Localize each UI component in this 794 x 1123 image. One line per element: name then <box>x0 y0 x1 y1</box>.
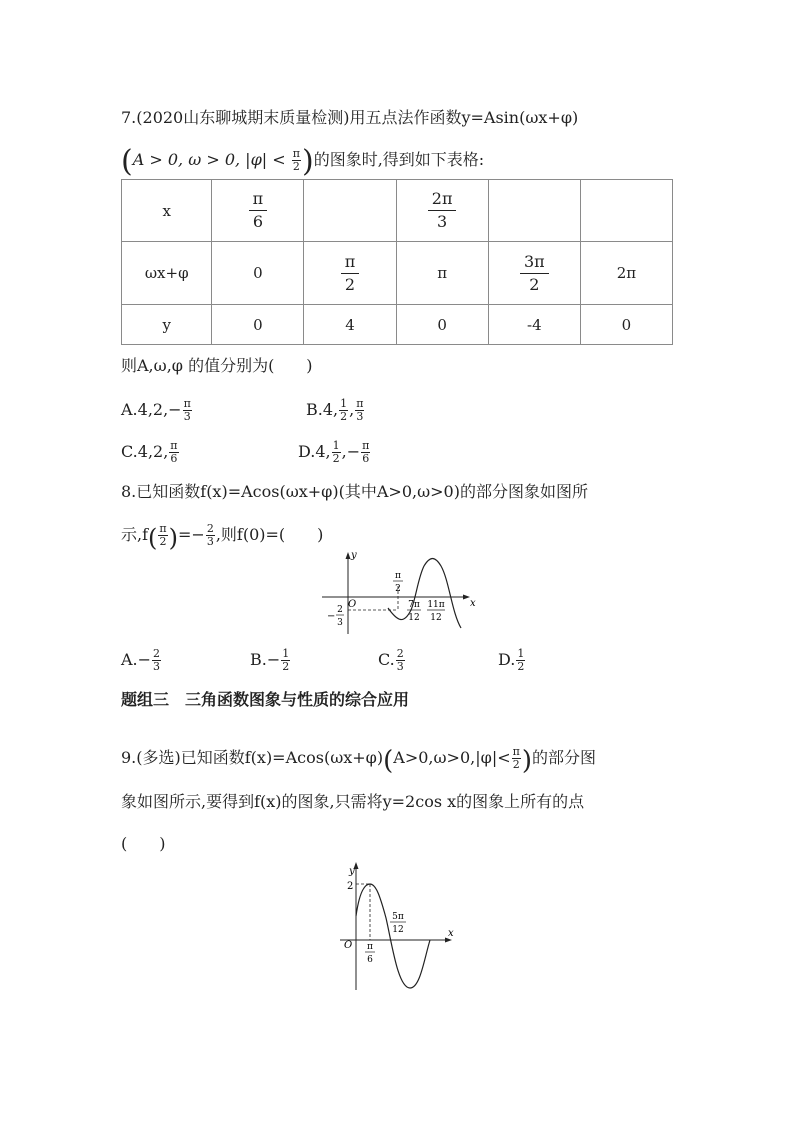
table-cell <box>304 242 396 305</box>
frac-num: π <box>159 522 167 535</box>
q7-option-b-prefix: B.4, <box>306 400 339 419</box>
q8-option-b-frac <box>281 648 290 673</box>
table-cell <box>396 180 488 242</box>
frac-den: 2 <box>340 410 348 423</box>
frac-num: 1 <box>282 647 290 660</box>
q8-neg-sign: − <box>327 611 336 622</box>
table-cell-label-y: y <box>122 305 212 345</box>
q9-y-tick: 2 <box>347 881 354 892</box>
q8-line2-tail: ,则f(0)=( ) <box>215 525 324 544</box>
q9-x-label: x <box>448 928 454 939</box>
q7-option-b-sep: , <box>349 400 355 419</box>
q8-neg-num: 2 <box>337 605 343 615</box>
q9-origin-label: O <box>344 940 353 951</box>
table-cell: 4 <box>304 305 396 345</box>
table-row <box>122 305 673 345</box>
q7-cond-text: A > 0, ω > 0, |φ| < <box>132 150 291 169</box>
q9-graph <box>336 858 460 994</box>
table-frac <box>520 251 549 296</box>
q9-t1-num: π <box>367 942 373 952</box>
q8-option-b-prefix: B. <box>250 650 267 669</box>
q8-y-label: y <box>351 550 357 561</box>
table-cell: 0 <box>396 305 488 345</box>
q9-line1-prefix: 9.(多选)已知函数f(x)=Acos(ωx+φ) <box>121 748 384 767</box>
table-cell <box>212 180 304 242</box>
q8-line2: 示,f( $\frac{\pi}{2}$ )=− $\frac{2}{3}$ ,则f(0)=( ) <box>121 522 324 552</box>
q8-line1: 8.已知函数f(x)=Acos(ωx+φ)(其中A>0,ω>0)的部分图象如图所 <box>121 482 588 501</box>
table-frac-num: π <box>341 251 360 274</box>
q7-line2 <box>121 144 485 179</box>
table-frac-den: 2 <box>529 274 540 294</box>
table-cell: 0 <box>580 305 672 345</box>
table-row <box>122 242 673 305</box>
frac-num: π <box>512 745 520 758</box>
q8-t1-den: 12 <box>408 613 420 623</box>
q7-option-b[interactable] <box>306 398 365 423</box>
q8-option-b[interactable] <box>250 648 291 673</box>
q8-option-c[interactable] <box>378 648 406 673</box>
q8-option-d-prefix: D. <box>498 650 516 669</box>
q9-y-label: y <box>349 866 355 877</box>
q8-option-c-prefix: C. <box>378 650 395 669</box>
q7-question: 则A,ω,φ 的值分别为( ) <box>121 356 313 375</box>
q7-option-d-frac2 <box>361 440 370 465</box>
q8-option-a[interactable] <box>121 648 162 673</box>
q8-t2-num: 11π <box>427 600 445 610</box>
q9-line1: 9.(多选)已知函数f(x)=Acos(ωx+φ)(A>0,ω>0,|φ|< $\frac{\pi}{2}$ )的部分图 <box>121 745 597 776</box>
q9-curve <box>356 884 430 988</box>
q8-option-d[interactable] <box>498 648 526 673</box>
q9-t1-den: 6 <box>367 955 373 965</box>
q8-pi2-num: π <box>395 571 401 581</box>
q7-cond-frac-num: π <box>292 147 300 160</box>
q8-graph <box>318 548 478 636</box>
q7-line1: 7.(2020山东聊城期末质量检测)用五点法作函数y=Asin(ωx+φ) <box>121 108 579 127</box>
q7-option-c-frac <box>169 440 178 465</box>
frac-den: 6 <box>362 452 370 465</box>
frac-den: 3 <box>153 660 161 673</box>
q7-cond-frac <box>292 148 301 173</box>
q7-cond-frac-den: 2 <box>292 160 300 173</box>
q7-option-a-prefix: A.4,2, <box>121 400 169 419</box>
frac-den: 3 <box>396 660 404 673</box>
frac-num: 1 <box>340 397 348 410</box>
table-frac <box>428 188 457 233</box>
q8-x-label: x <box>470 598 476 609</box>
frac-den: 3 <box>356 410 364 423</box>
q7-cond-close: ) <box>301 144 314 179</box>
q7-option-b-frac2 <box>355 398 364 423</box>
q7-option-d[interactable] <box>298 440 371 465</box>
table-cell <box>580 180 672 242</box>
table-cell-label-x: x <box>122 180 212 242</box>
q8-t1-num: 7π <box>408 600 420 610</box>
table-cell: 2π <box>580 242 672 305</box>
q8-option-a-frac <box>152 648 161 673</box>
table-frac-num: 3π <box>520 251 549 274</box>
frac-den: 2 <box>512 758 520 771</box>
q8-pi2-den: 2 <box>395 584 401 594</box>
q7-option-c-prefix: C.4,2, <box>121 442 169 461</box>
frac-num: 2 <box>153 647 161 660</box>
frac-num: π <box>183 397 191 410</box>
q8-line2-val-frac <box>206 523 215 548</box>
q7-option-d-sign: − <box>346 442 361 461</box>
frac-den: 2 <box>517 660 525 673</box>
frac-num: π <box>170 439 178 452</box>
table-cell: 0 <box>212 305 304 345</box>
frac-num: 1 <box>332 439 340 452</box>
q8-line2-eq: = <box>178 525 192 544</box>
table-cell-label-phase: ωx+φ <box>122 242 212 305</box>
frac-den: 2 <box>332 452 340 465</box>
q9-line2: 象如图所示,要得到f(x)的图象,只需将y=2cos x的图象上所有的点 <box>121 792 585 811</box>
table-cell: -4 <box>488 305 580 345</box>
frac-num: 2 <box>206 522 214 535</box>
table-cell: 0 <box>212 242 304 305</box>
frac-num: 1 <box>517 647 525 660</box>
q8-y-arrow <box>346 552 351 559</box>
frac-num: π <box>362 439 370 452</box>
table-frac <box>249 188 268 233</box>
q8-line2-arg-frac <box>158 523 167 548</box>
q9-t2-num: 5π <box>392 912 404 922</box>
frac-den: 3 <box>183 410 191 423</box>
table-frac-num: 2π <box>428 188 457 211</box>
q8-line2-prefix: 示,f <box>121 525 149 544</box>
q7-option-a-sign: − <box>168 400 182 419</box>
table-cell <box>488 242 580 305</box>
q9-line3: ( ) <box>121 834 166 853</box>
q8-origin-label: O <box>348 599 357 610</box>
frac-den: 3 <box>206 535 214 548</box>
table-row <box>122 180 673 242</box>
q8-option-c-frac <box>396 648 405 673</box>
q7-option-d-prefix: D.4, <box>298 442 331 461</box>
section3-title: 题组三 三角函数图象与性质的综合应用 <box>121 690 410 709</box>
q7-option-d-frac1 <box>332 440 341 465</box>
q9-cond: A>0,ω>0,|φ|< <box>393 748 511 767</box>
q8-x-arrow <box>463 595 470 600</box>
table-frac-den: 2 <box>344 274 356 294</box>
q8-option-d-frac <box>516 648 525 673</box>
q8-option-b-sign: − <box>266 650 281 669</box>
q7-value-table <box>121 179 673 345</box>
q9-line1-tail: 的部分图 <box>532 748 597 767</box>
frac-num: 2 <box>396 647 404 660</box>
frac-den: 6 <box>170 452 178 465</box>
frac-den: 2 <box>159 535 167 548</box>
q8-neg-den: 3 <box>337 618 343 628</box>
q9-cond-frac <box>512 746 521 771</box>
table-frac-num: π <box>249 188 268 211</box>
q9-t2-den: 12 <box>392 925 404 935</box>
q7-option-c[interactable] <box>121 440 180 465</box>
q8-option-a-sign: − <box>137 650 152 669</box>
table-cell: π <box>396 242 488 305</box>
table-cell <box>488 180 580 242</box>
q7-option-a-frac <box>183 398 192 423</box>
frac-den: 2 <box>282 660 290 673</box>
table-cell <box>304 180 396 242</box>
table-frac-den: 6 <box>252 212 264 231</box>
table-frac-den: 3 <box>437 212 448 231</box>
q7-option-d-sep: , <box>341 442 347 461</box>
q7-option-b-frac1 <box>339 398 348 423</box>
table-frac <box>341 251 360 296</box>
q7-line2-tail: 的图象时,得到如下表格: <box>313 150 485 169</box>
q8-option-a-prefix: A. <box>121 650 138 669</box>
q7-cond-open: ( <box>121 144 133 179</box>
q8-t2-den: 12 <box>430 613 442 623</box>
q8-line2-sign: − <box>191 525 205 544</box>
frac-num: π <box>356 397 364 410</box>
q7-option-a[interactable] <box>121 398 193 423</box>
